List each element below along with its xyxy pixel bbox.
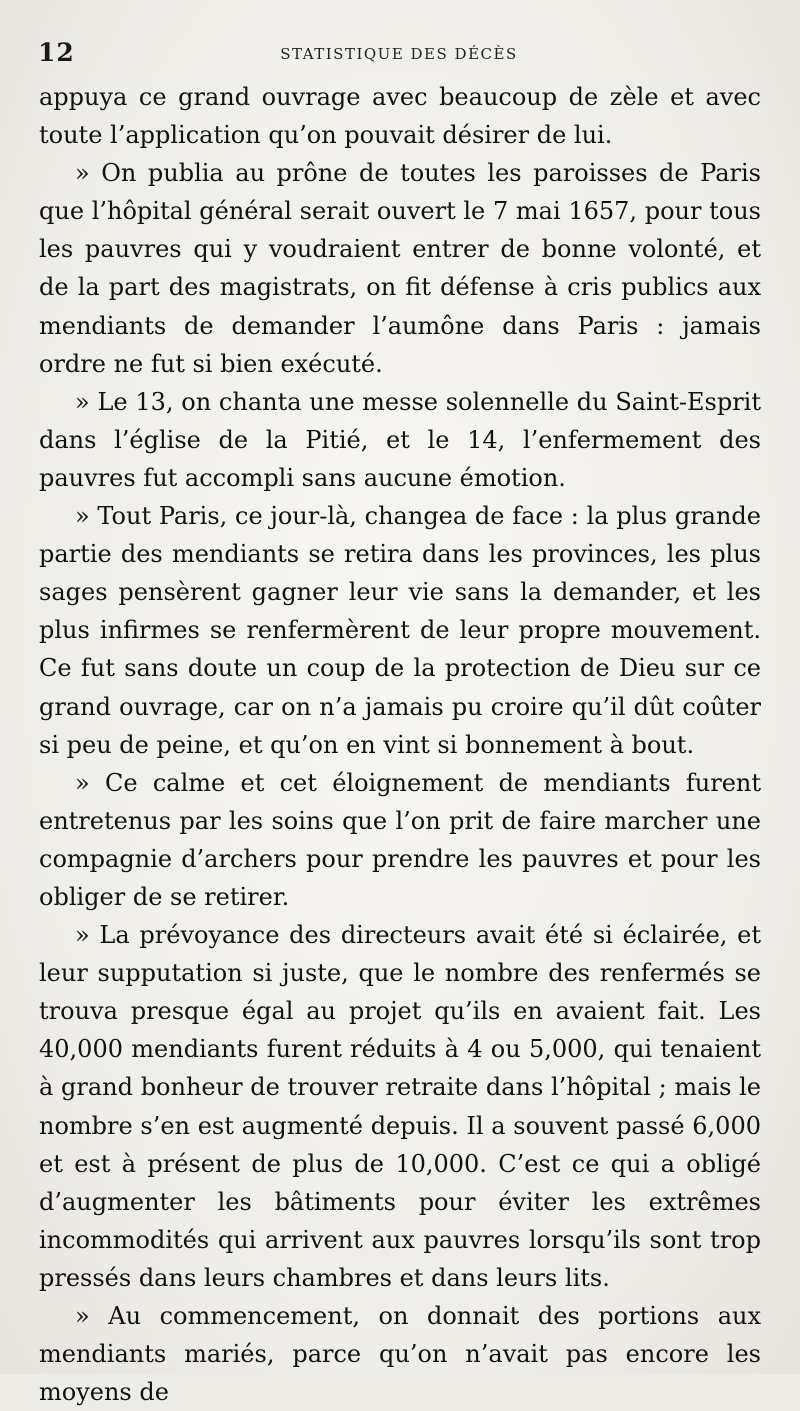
paragraph-6: » La prévoyance des directeurs avait été si éclairée, et leur supputation si juste, que le nombre des renfermés se trouva presque égal au projet qu’ils en avaient fait. Les 40,000 mendiants furent réduits à 4 ou 5,000, qui tenaient à grand bonheur de trouver retraite dans l’hôpital ; mais le nombre s’en est augmenté depuis. Il a souvent passé 6,000 et est à présent de plus de 10,000. C’est ce qui a obligé d’augmenter les bâtiments pour éviter les extrêmes incommodités qui arrivent aux pauvres lorsqu’ils sont trop pressés dans leurs chambres et dans leurs lits.: [39, 921, 761, 1292]
page-number: 12: [38, 38, 75, 67]
body-text: [39, 78, 761, 1411]
paragraph-1: appuya ce grand ouvrage avec beaucoup de zèle et avec toute l’application qu’on pouvait désirer de lui.: [39, 83, 761, 150]
paragraph-2: » On publia au prône de toutes les paroisses de Paris que l’hôpital général serait ouvert le 7 mai 1657, pour tous les pauvres qui y voudraient entrer de bonne volonté, et de la part des magistrats, on fit défense à cris publics aux mendiants de demander l’aumône dans Paris : jamais ordre ne fut si bien exécuté.: [39, 159, 761, 378]
paragraph-3: » Le 13, on chanta une messe solennelle du Saint-Esprit dans l’église de la Pitié, et le 14, l’enfermement des pauvres fut accompli sans aucune émotion.: [39, 387, 761, 492]
paragraph-5: » Ce calme et cet éloignement de mendiants furent entretenus par les soins que l’on prit de faire marcher une compagnie d’archers pour prendre les pauvres et pour les obliger de se retirer.: [39, 768, 761, 911]
running-title: STATISTIQUE DES DÉCÈS: [280, 45, 518, 63]
paragraph-4: » Tout Paris, ce jour-là, changea de face : la plus grande partie des mendiants se retira dans les provinces, les plus sages pensèrent gagner leur vie sans la demander, et les plus infirmes se renfermèrent de leur propre mouvement. Ce fut sans doute un coup de la protection de Dieu sur ce grand ouvrage, car on n’a jamais pu croire qu’il dût coûter si peu de peine, et qu’on en vint si bonnement à bout.: [39, 502, 761, 759]
page-header: [38, 38, 760, 78]
paragraph-7: » Au commencement, on donnait des portions aux mendiants mariés, parce qu’on n’avait pas encore les moyens de: [39, 1302, 761, 1407]
